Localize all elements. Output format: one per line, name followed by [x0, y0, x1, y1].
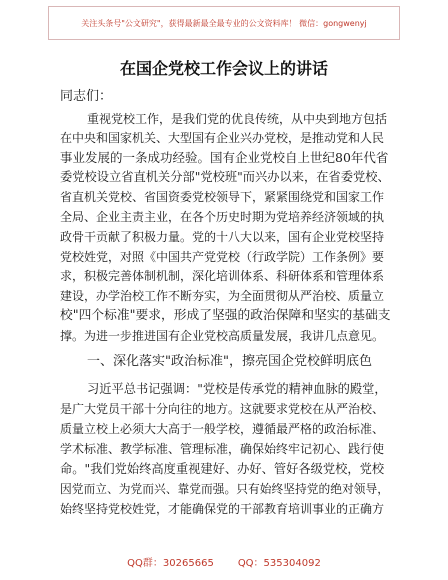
- paragraph-line: 全局、企业主责主业，在各个历史时期为党培养经济领域的执: [60, 210, 385, 224]
- paragraph-line: 习近平总书记强调："党校是传承党的精神血脉的殿堂，: [87, 382, 387, 396]
- paragraph-line: 在中央和国家机关、大型国有企业兴办党校，是推动党和人民: [60, 131, 385, 145]
- paragraph-line: 命。"我们党始终高度重视建好、办好、管好各级党校，党校: [60, 462, 385, 476]
- paragraph-line: 质量立校上必须大大高于一般学校，遵循最严格的政治标准、: [60, 422, 385, 436]
- document-title: 在国企党校工作会议上的讲话: [119, 59, 328, 78]
- greeting: 同志们：: [60, 89, 113, 104]
- section-heading: 一、深化落实"政治标准"，擦亮国企党校鲜明底色: [87, 354, 372, 369]
- paragraph-line: 求，积极完善体制机制，深化培训体系、科研体系和管理体系: [60, 269, 385, 283]
- paragraph-line: 校"四个标准"要求，形成了坚强的政治保障和坚实的基础支: [60, 308, 391, 323]
- qq-group: QQ群：30265665: [127, 558, 214, 569]
- paragraph-line: 学术标准、教学标准、管理标准，确保始终牢记初心、践行使: [60, 442, 385, 456]
- promo-banner: [48, 6, 400, 40]
- paragraph-line: 委党校设立省直机关分部"党校班"而兴办以来，在省委党校、: [60, 170, 390, 184]
- paragraph-line: 党校姓党，对照《中国共产党党校（行政学院）工作条例》要: [60, 250, 385, 264]
- paragraph-line: 始终坚持党校姓党，才能确保党的干部教育培训事业的正确方: [60, 502, 385, 516]
- paragraph-line: 建设，办学治校工作不断夯实，为全面贯彻从严治校、质量立: [60, 289, 385, 303]
- paragraph-line: 是广大党员干部十分向往的地方。这就要求党校在从严治校、: [60, 402, 385, 416]
- paragraph-line: 撑。为进一步推进国有企业党校高质量发展，我讲几点意见。: [60, 329, 385, 343]
- paragraph-line: 省直机关党校、省国资委党校领导下，紧紧围绕党和国家工作: [60, 190, 385, 204]
- paragraph-line: 重视党校工作，是我们党的优良传统，从中央到地方包括: [87, 112, 388, 126]
- paragraph-line: 因党而立、为党而兴、靠党而强。只有始终坚持党的绝对领导，: [60, 482, 389, 496]
- paragraph-line: 事业发展的一条成功经验。国有企业党校自上世纪80年代省: [60, 150, 389, 165]
- qq-number: QQ：535304092: [237, 558, 321, 569]
- footer-contact: [0, 554, 448, 569]
- paragraph-line: 政骨干贡献了积极力量。党的十八大以来，国有企业党校坚持: [60, 230, 385, 244]
- promo-banner-text: 关注头条号"公文研究"，获得最新最全最专业的公文资料库！ 微信：gongwenyj: [81, 18, 367, 28]
